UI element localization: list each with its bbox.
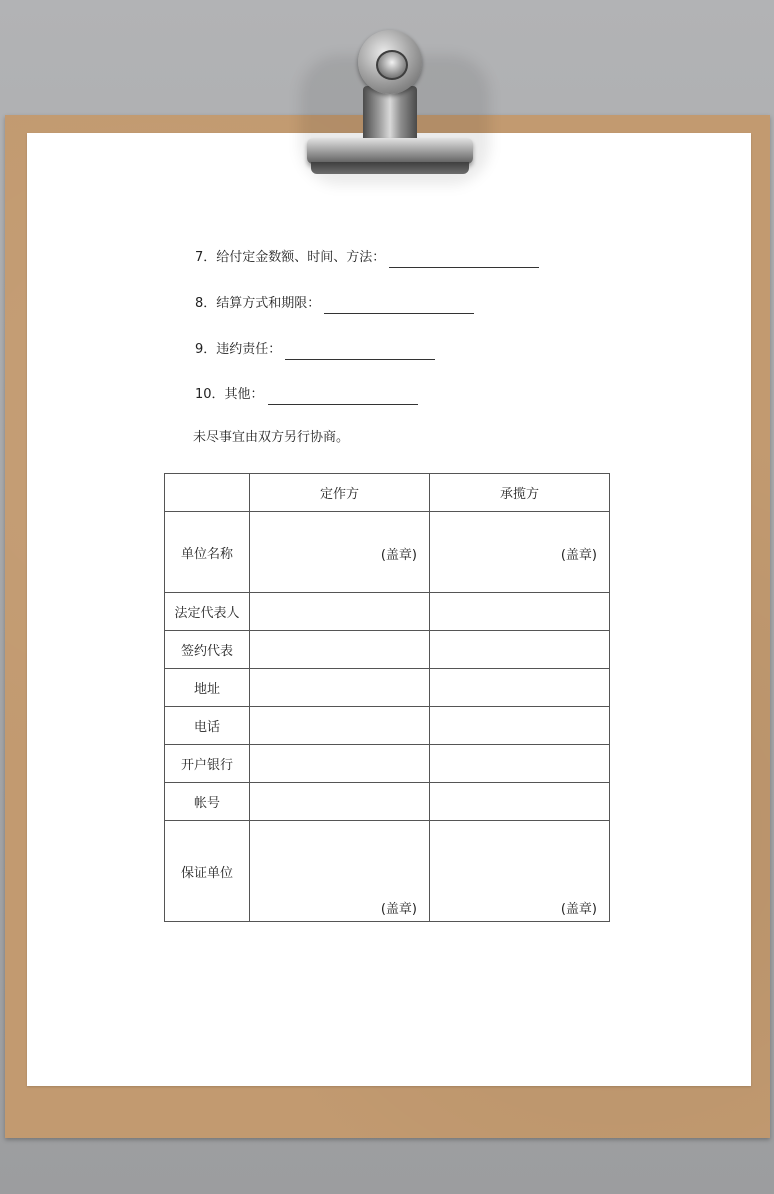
table-cell[interactable] xyxy=(430,669,610,707)
table-header-contractor: 承揽方 xyxy=(430,474,610,512)
table-cell[interactable] xyxy=(250,783,430,821)
seal-label: (盖章) xyxy=(380,902,417,917)
table-row xyxy=(165,631,610,669)
table-row xyxy=(165,512,610,593)
row-label: 保证单位 xyxy=(165,821,250,922)
signature-table xyxy=(164,473,610,922)
table-cell[interactable] xyxy=(430,631,610,669)
table-cell[interactable] xyxy=(250,821,430,922)
table-cell[interactable] xyxy=(430,707,610,745)
row-label: 单位名称 xyxy=(165,512,250,593)
row-label: 电话 xyxy=(165,707,250,745)
seal-label: (盖章) xyxy=(380,548,417,563)
table-cell[interactable] xyxy=(250,669,430,707)
clause-label: 10．其他： xyxy=(195,387,264,402)
table-header-row xyxy=(165,474,610,512)
clause-item xyxy=(195,294,474,314)
table-row xyxy=(165,745,610,783)
table-row xyxy=(165,669,610,707)
row-label: 法定代表人 xyxy=(165,593,250,631)
clause-label: 7．给付定金数额、时间、方法： xyxy=(195,250,386,265)
table-row xyxy=(165,707,610,745)
table-cell[interactable] xyxy=(250,707,430,745)
fill-blank[interactable] xyxy=(268,389,418,405)
table-cell[interactable] xyxy=(250,593,430,631)
table-cell[interactable] xyxy=(250,512,430,593)
table-header-client: 定作方 xyxy=(250,474,430,512)
row-label: 开户银行 xyxy=(165,745,250,783)
clause-label: 8．结算方式和期限： xyxy=(195,296,321,311)
seal-label: (盖章) xyxy=(560,902,597,917)
clause-item xyxy=(195,340,435,360)
seal-label: (盖章) xyxy=(560,548,597,563)
table-cell[interactable] xyxy=(250,745,430,783)
table-row xyxy=(165,593,610,631)
table-cell[interactable] xyxy=(430,821,610,922)
table-cell[interactable] xyxy=(430,512,610,593)
table-row xyxy=(165,821,610,922)
row-label: 帐号 xyxy=(165,783,250,821)
table-cell[interactable] xyxy=(430,783,610,821)
fill-blank[interactable] xyxy=(389,252,539,268)
fill-blank[interactable] xyxy=(285,344,435,360)
table-row xyxy=(165,783,610,821)
row-label: 签约代表 xyxy=(165,631,250,669)
fill-blank[interactable] xyxy=(324,298,474,314)
table-cell[interactable] xyxy=(250,631,430,669)
table-cell[interactable] xyxy=(430,593,610,631)
closing-note: 未尽事宜由双方另行协商。 xyxy=(193,430,350,445)
row-label: 地址 xyxy=(165,669,250,707)
clause-item xyxy=(195,385,418,405)
table-cell[interactable] xyxy=(430,745,610,783)
clause-label: 9．违约责任： xyxy=(195,342,282,357)
clause-item xyxy=(195,248,539,268)
table-header-blank xyxy=(165,474,250,512)
